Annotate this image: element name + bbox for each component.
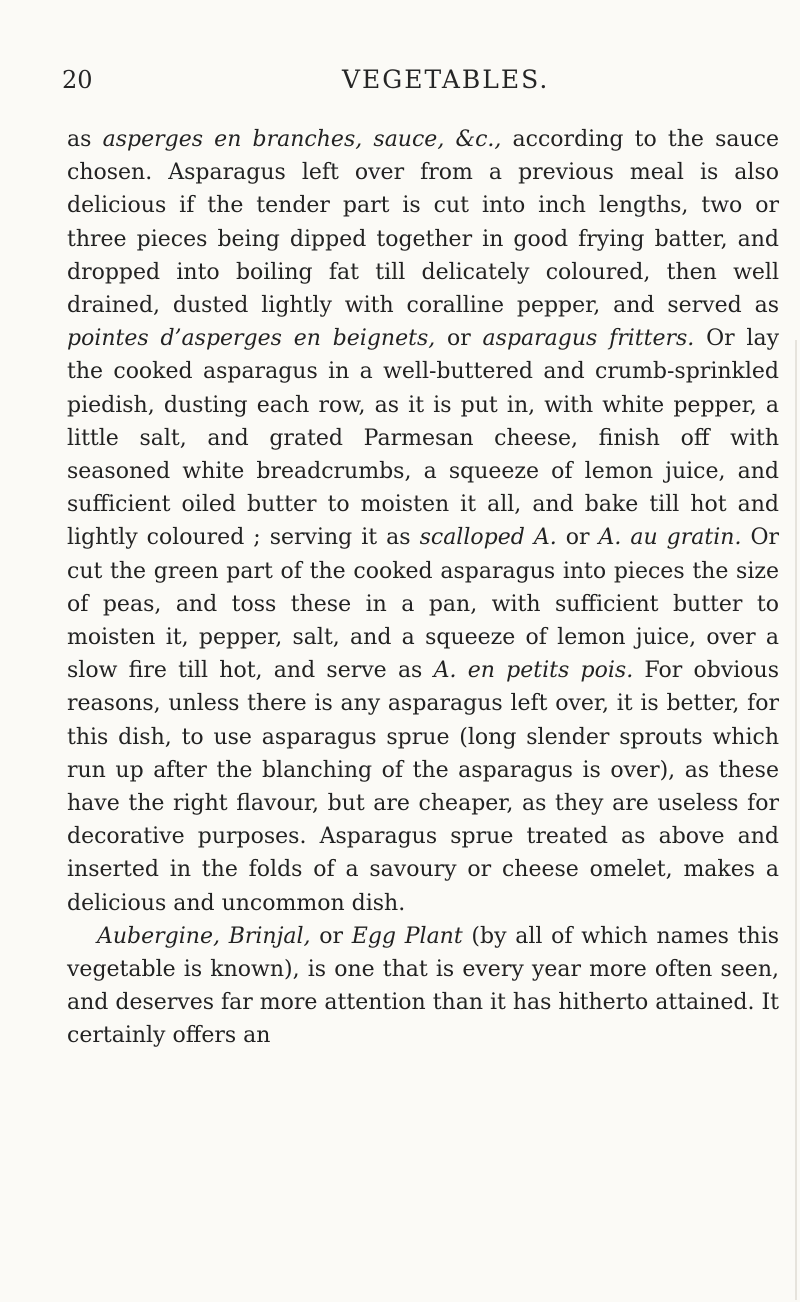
italic-phrase: asparagus fritters. <box>482 326 695 352</box>
italic-phrase: Aubergine, Brinjal, <box>97 923 311 949</box>
running-head: VEGETABLES. <box>342 65 550 94</box>
page-header <box>62 60 782 100</box>
italic-phrase: scalloped A. <box>419 525 557 551</box>
paragraph-aubergine <box>67 920 779 1053</box>
italic-phrase: A. en petits pois. <box>433 658 634 684</box>
italic-phrase: Egg Plant <box>351 923 463 949</box>
text-run: or <box>556 525 599 551</box>
text-run: according to the sauce chosen. Asparagus left over from a previous meal is also delicious if the tender part is cut into inch lengths, two or three pieces being dipped together in good frying batter, and dropped into boiling fat till delicately coloured, then well drained, dusted lightly with coralline pepper, and served as <box>67 127 779 319</box>
text-run: or <box>435 326 483 352</box>
italic-phrase: A. au gratin. <box>598 525 742 551</box>
text-run: as <box>67 127 103 152</box>
text-run: (by all of which names this vegetable is known), is one that is every year more often seen, and deserves far more attention than it has hitherto attained. It certainly offers an <box>67 923 780 1049</box>
page-edge-shadow <box>795 340 797 1300</box>
paragraph-asparagus <box>67 123 779 920</box>
text-run: For obvious reasons, unless there is any asparagus left over, it is better, for this dish, to use asparagus sprue (long slender sprouts which run up after the blanching of the asparagus is over), as these have the right flavour, but are cheaper, as they are useless for decorative purposes. Asparagus sprue treated as above and inserted in the folds of a savoury or cheese omelet, makes a delicious and uncommon dish. <box>67 658 780 916</box>
italic-phrase: pointes d’asperges en beignets, <box>67 326 436 352</box>
text-run: or <box>310 923 352 949</box>
page-number: 20 <box>62 66 93 94</box>
text-run: Or lay the cooked asparagus in a well-buttered and crumb-sprinkled piedish, dusting each row, as it is put in, with white pepper, a little salt, and grated Parmesan cheese, finish off with seasoned white breadcrumbs, a squeeze of lemon juice, and sufficient oiled butter to moisten it all, and bake till hot and lightly coloured ; serving it as <box>67 326 779 551</box>
italic-phrase: asperges en branches, sauce, &c., <box>102 127 502 152</box>
text-run: Or cut the green part of the cooked asparagus into pieces the size of peas, and toss these in a pan, with sufficient butter to moisten it, pepper, salt, and a squeeze of lemon juice, over a slow fire till hot, and serve as <box>67 525 780 684</box>
body-text <box>67 123 779 1053</box>
